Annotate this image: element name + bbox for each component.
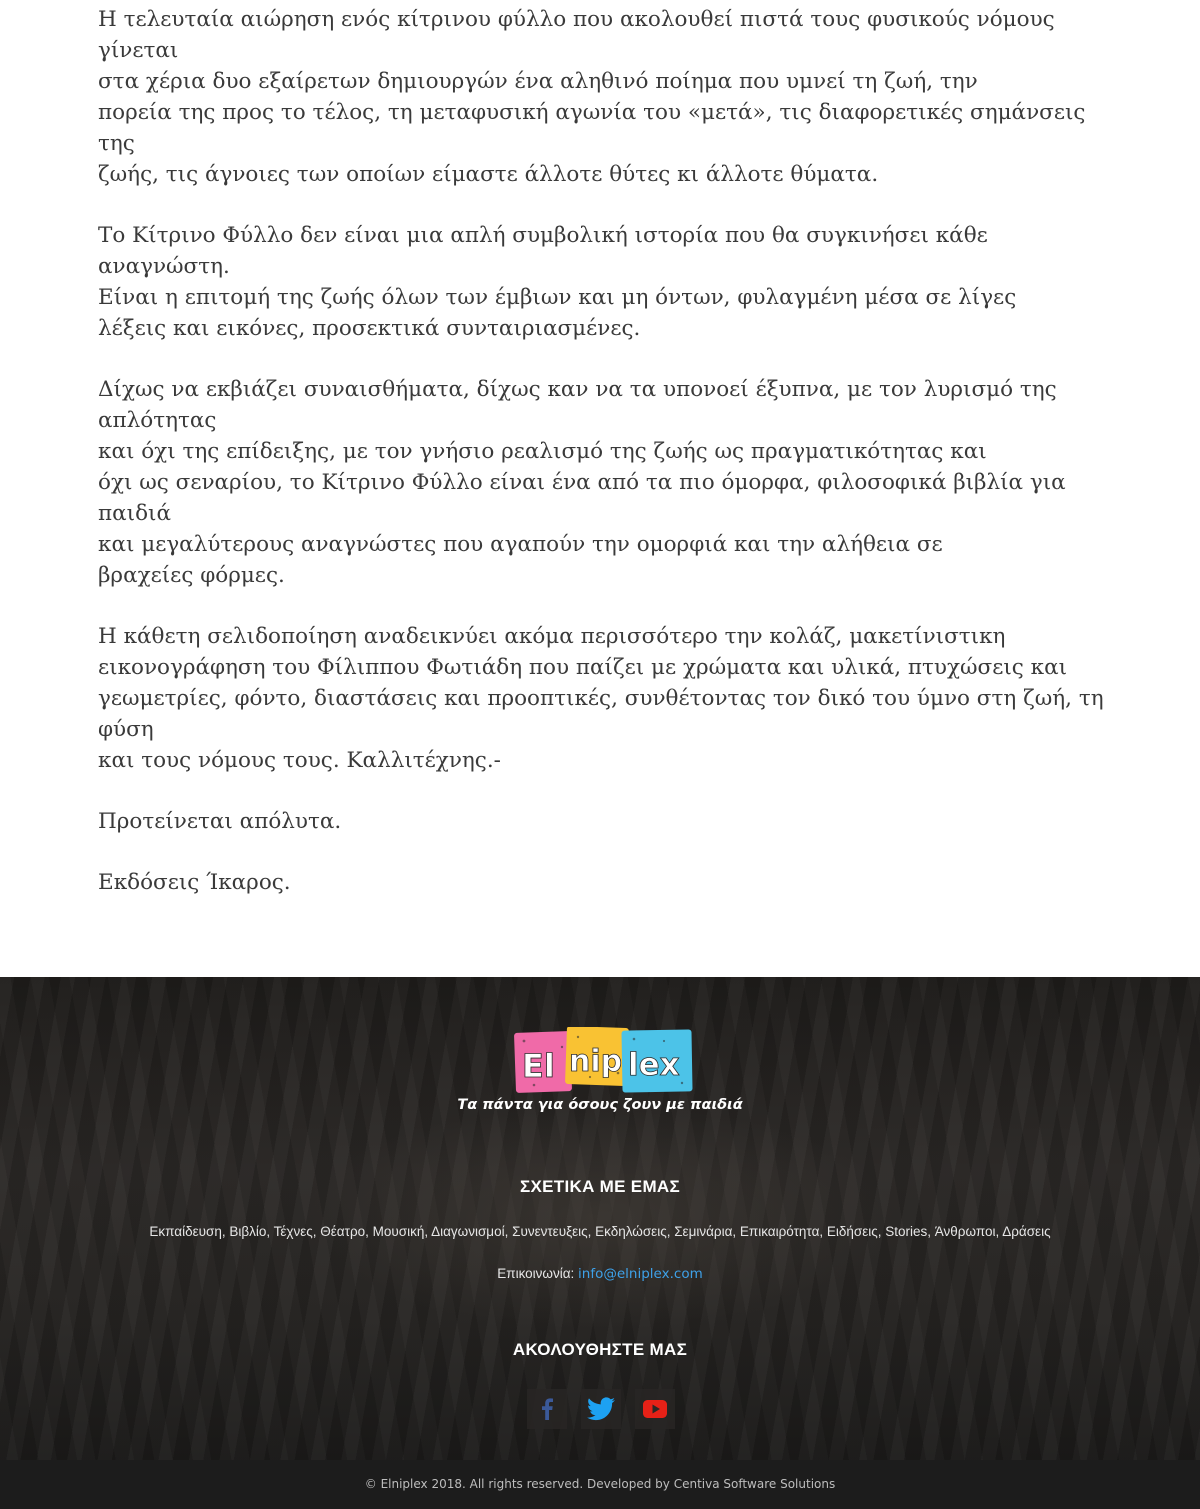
site-footer	[0, 977, 1200, 1460]
twitter-icon	[587, 1397, 615, 1421]
footer-tagline: Τα πάντα για όσους ζουν με παιδιά	[457, 1097, 743, 1113]
logo-letters-3: lex	[628, 1047, 680, 1083]
logo-letters-1: El	[522, 1047, 555, 1085]
facebook-icon	[540, 1398, 554, 1420]
article-paragraph: Το Κίτρινο Φύλλο δεν είναι μια απλή συμβολική ιστορία που θα συγκινήσει κάθε αναγνώστη. Είναι η επιτομή της ζωής όλων των έμβιων και μη όντων, φυλαγμένη μέσα σε λίγες λέξεις και εικόνες, προσεκτικά συνταιριασμένες.	[98, 223, 1017, 341]
article-paragraph: Εκδόσεις Ίκαρος.	[98, 870, 291, 895]
logo-letters-2: nip	[569, 1044, 623, 1079]
youtube-button[interactable]	[635, 1389, 675, 1429]
copyright-text: © Elniplex 2018. All rights reserved. Developed by Centiva Software Solutions	[364, 1477, 836, 1491]
article-paragraph: Η κάθετη σελιδοποίηση αναδεικνύει ακόμα περισσότερο την κολάζ, μακετίνιστικη εικονογράφηση του Φίλιππου Φωτιάδη που παίζει με χρώματα και υλικά, πτυχώσεις και γεωμετρίες, φόντο, διαστάσεις και προοπτικές, συνθέτοντας τον δικό του ύμνο στη ζωή, τη φύση και τους νόμους τους. Καλλιτέχνης.-	[98, 624, 1104, 773]
article-paragraph: Δίχως να εκβιάζει συναισθήματα, δίχως καν να τα υπονοεί έξυπνα, με τον λυρισμό της απλότητας και όχι της επίδειξης, με τον γνήσιο ρεαλισμό της ζωής ως πραγματικότητας και όχι ως σεναρίου, το Κίτρινο Φύλλο είναι ένα από τα πιο όμορφα, φιλοσοφικά βιβλία για παιδιά και μεγαλύτερους αναγνώστες που αγαπούν την ομορφιά και την αλήθεια σε βραχείες φόρμες.	[98, 377, 1066, 588]
copyright-bar	[0, 1460, 1200, 1509]
twitter-button[interactable]	[581, 1389, 621, 1429]
youtube-icon	[643, 1400, 667, 1418]
article-paragraph: Προτείνεται απόλυτα.	[98, 809, 342, 834]
about-us-heading: ΣΧΕΤΙΚΑ ΜΕ ΕΜΑΣ	[520, 1177, 680, 1196]
facebook-button[interactable]	[527, 1389, 567, 1429]
contact-line	[0, 1266, 1200, 1282]
follow-us-heading: ΑΚΟΛΟΥΘΗΣΤΕ ΜΑΣ	[512, 1340, 688, 1359]
social-links	[527, 1389, 677, 1429]
contact-label: Επικοινωνία:	[497, 1266, 575, 1281]
article-body	[98, 4, 1108, 928]
article-paragraph: Η τελευταία αιώρηση ενός κίτρινου φύλλο που ακολουθεί πιστά τους φυσικούς νόμους γίνεται στα χέρια δυο εξαίρετων δημιουργών ένα αληθινό ποίημα που υμνεί τη ζωή, την πορεία της προς το τέλος, τη μεταφυσική αγωνία του «μετά», τις διαφορετικές σημάνσεις της ζωής, τις άγνοιες των οποίων είμαστε άλλοτε θύτες κι άλλοτε θύματα.	[98, 7, 1086, 187]
elniplex-logo[interactable]	[514, 1027, 694, 1097]
contact-email-link[interactable]: info@elniplex.com	[578, 1266, 703, 1282]
categories-list: Εκπαίδευση, Βιβλίο, Τέχνες, Θέατρο, Μουσική, Διαγωνισμοί, Συνεντευξεις, Εκδηλώσεις, Σεμινάρια, Επικαιρότητα, Ειδήσεις, Stories, Άνθρωποι, Δράσεις	[149, 1224, 1051, 1239]
